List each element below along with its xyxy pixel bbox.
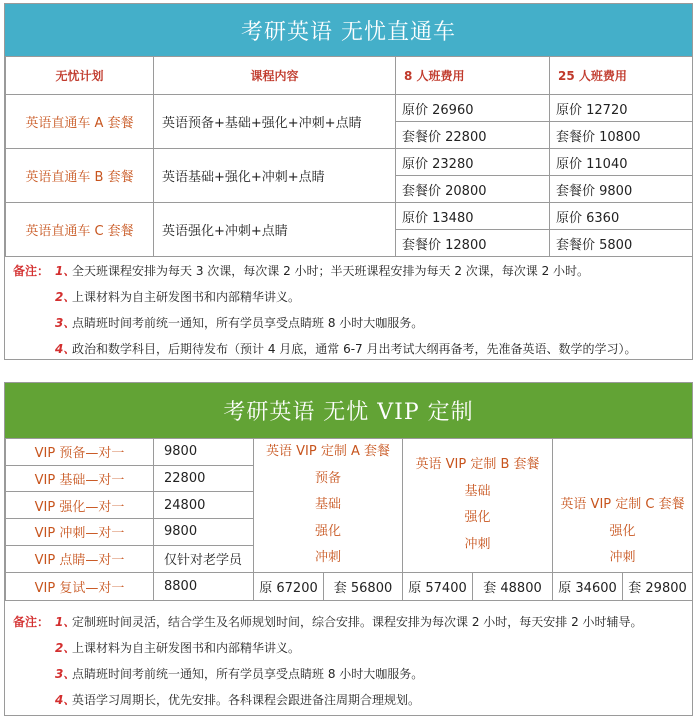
price-8-original: 原价 26960	[396, 95, 550, 122]
table-header-row	[6, 57, 693, 95]
plan-content: 英语基础+强化+冲刺+点睛	[154, 149, 396, 203]
price-25-original: 原价 11040	[550, 149, 693, 176]
vip-table	[5, 438, 693, 601]
note-number: 2、	[55, 290, 76, 304]
plan-name: 英语直通车 A 套餐	[6, 95, 154, 149]
vip-course-label: VIP 预备—对一	[6, 439, 154, 466]
vip-course-label: VIP 基础—对一	[6, 465, 154, 492]
package-c-original-price: 原 34600	[553, 572, 623, 600]
section1-title: 考研英语 无忧直通车	[5, 4, 692, 56]
package-b	[403, 439, 553, 573]
header-25-fee: 25 人班费用	[550, 57, 693, 95]
note-number: 1、	[55, 264, 76, 278]
vip-course-price: 24800	[154, 492, 254, 519]
note-number: 4、	[55, 342, 76, 356]
table-row	[6, 439, 693, 466]
table-row	[6, 149, 693, 176]
package-a-package-price: 套 56800	[324, 572, 403, 600]
section-through-train	[4, 3, 693, 360]
vip-course-price: 仅针对老学员	[154, 545, 254, 572]
note-number: 2、	[55, 641, 76, 655]
package-item: 冲刺	[609, 550, 636, 565]
through-train-table	[5, 56, 693, 257]
notes-lead-label: 备注：	[13, 615, 50, 629]
plan-content: 英语预备+基础+强化+冲刺+点睛	[154, 95, 396, 149]
table-row	[6, 572, 693, 600]
vip-course-label: VIP 点睛—对一	[6, 545, 154, 572]
package-a-original-price: 原 67200	[254, 572, 324, 600]
package-item: 预备	[314, 470, 341, 486]
package-c-package-price: 套 29800	[623, 572, 693, 600]
vip-course-label: VIP 冲刺—对一	[6, 519, 154, 546]
section2-title: 考研英语 无忧 VIP 定制	[5, 383, 692, 438]
notes-lead-label: 备注：	[13, 264, 50, 278]
price-8-original: 原价 23280	[396, 149, 550, 176]
vip-course-label: VIP 复试—对一	[6, 572, 154, 600]
package-item: 冲刺	[314, 550, 341, 565]
header-8-fee: 8 人班费用	[396, 57, 550, 95]
note-text: 英语学习周期长，优先安排。各科课程会跟进备注周期合理规划。	[72, 693, 421, 707]
plan-content: 英语强化+冲刺+点睛	[154, 203, 396, 257]
package-b-package-price: 套 48800	[473, 572, 553, 600]
note-text: 上课材料为自主研发图书和内部精华讲义。	[72, 641, 301, 655]
note-text: 点睛班时间考前统一通知，所有学员享受点睛班 8 小时大咖服务。	[72, 667, 424, 681]
section-vip-custom	[4, 382, 693, 716]
package-item: 强化	[609, 523, 636, 539]
price-8-package: 套餐价 20800	[396, 176, 550, 203]
package-item: 冲刺	[464, 536, 491, 552]
vip-course-price: 22800	[154, 465, 254, 492]
package-item: 强化	[464, 510, 491, 525]
plan-name: 英语直通车 C 套餐	[6, 203, 154, 257]
vip-course-price: 8800	[154, 572, 254, 600]
note-number: 3、	[55, 667, 76, 681]
note-text: 点睛班时间考前统一通知，所有学员享受点睛班 8 小时大咖服务。	[72, 316, 424, 330]
price-8-package: 套餐价 12800	[396, 230, 550, 257]
note-number: 3、	[55, 316, 76, 330]
note-text: 定制班时间灵活，结合学生及名师规划时间，综合安排。课程安排为每次课 2 小时，每天安排 2 小时辅导。	[72, 615, 643, 629]
price-25-original: 原价 6360	[550, 203, 693, 230]
header-plan: 无忧计划	[6, 57, 154, 95]
package-item: 强化	[314, 523, 341, 539]
table-row	[6, 95, 693, 122]
note-number: 4、	[55, 693, 76, 707]
package-item: 基础	[464, 483, 491, 499]
header-content: 课程内容	[154, 57, 396, 95]
price-8-original: 原价 13480	[396, 203, 550, 230]
table-row	[6, 203, 693, 230]
price-25-package: 套餐价 9800	[550, 176, 693, 203]
note-text: 上课材料为自主研发图书和内部精华讲义。	[72, 290, 301, 304]
vip-course-price: 9800	[154, 519, 254, 546]
package-b-original-price: 原 57400	[403, 572, 473, 600]
note-text: 政治和数学科目，后期待发布（预计 4 月底，通常 6-7 月出考试大纲再备考，先准备英语、数学的学习）。	[72, 342, 637, 356]
price-8-package: 套餐价 22800	[396, 122, 550, 149]
price-25-original: 原价 12720	[550, 95, 693, 122]
package-a	[254, 439, 403, 573]
vip-course-price: 9800	[154, 439, 254, 466]
note-number: 1、	[55, 615, 76, 629]
vip-course-label: VIP 强化—对一	[6, 492, 154, 519]
package-name: 英语 VIP 定制 C 套餐	[560, 497, 685, 512]
price-25-package: 套餐价 5800	[550, 230, 693, 257]
note-text: 全天班课程安排为每天 3 次课，每次课 2 小时；半天班课程安排为每天 2 次课，每次课 2 小时。	[72, 264, 590, 278]
price-25-package: 套餐价 10800	[550, 122, 693, 149]
package-c	[553, 439, 693, 573]
plan-name: 英语直通车 B 套餐	[6, 149, 154, 203]
package-name: 英语 VIP 定制 A 套餐	[266, 444, 390, 459]
package-item: 基础	[314, 497, 341, 512]
package-name: 英语 VIP 定制 B 套餐	[415, 457, 540, 472]
